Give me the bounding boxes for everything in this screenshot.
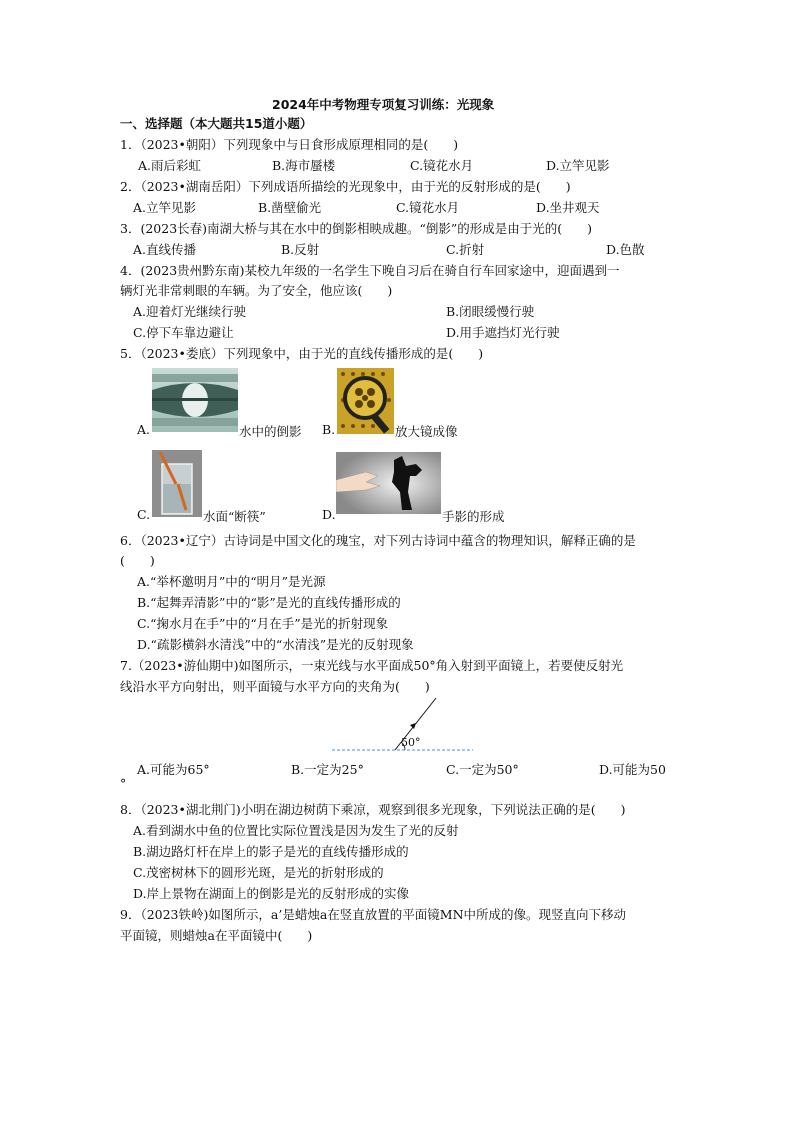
question-4-stem-line-1: 4．(2023贵州黔东南)某校九年级的一名学生下晚自习后在骑自行车回家途中，迎面遇到一 — [120, 263, 620, 278]
q1-option-a: A.雨后彩虹 — [138, 158, 202, 173]
question-9-stem-line-1: 9．（2023铁岭)如图所示，a’是蜡烛a在竖直放置的平面镜MN中所成的像。现竖直向下移动 — [120, 907, 627, 922]
q1-option-d: D.立竿见影 — [546, 158, 610, 173]
q7-option-a: A.可能为65° — [137, 762, 210, 777]
q3-option-c: C.折射 — [446, 242, 485, 257]
q6-option-b: B.“起舞弄清影”中的“影”是光的直线传播形成的 — [137, 595, 401, 610]
question-5-stem: 5．（2023•娄底）下列现象中，由于光的直线传播形成的是( ) — [120, 346, 484, 361]
q2-option-d: D.坐井观天 — [536, 200, 600, 215]
q3-option-d: D.色散 — [606, 242, 645, 257]
page-title: 2024年中考物理专项复习训练：光现象 — [272, 97, 495, 112]
q7-option-c: C.一定为50° — [446, 762, 519, 777]
q4-option-b: B.闭眼缓慢行驶 — [446, 304, 535, 319]
q8-option-d: D.岸上景物在湖面上的倒影是光的反射形成的实像 — [133, 886, 410, 901]
q4-option-d: D.用手遮挡灯光行驶 — [446, 325, 560, 340]
q2-option-b: B.凿壁偷光 — [258, 200, 322, 215]
q4-option-a: A.迎着灯光继续行驶 — [133, 304, 247, 319]
question-2-stem: 2．（2023•湖南岳阳）下列成语所描绘的光现象中，由于光的反射形成的是( ) — [120, 179, 571, 194]
q6-option-c: C.“掬水月在手”中的“月在手”是光的折射现象 — [137, 616, 389, 631]
question-6-stem-line-2: ( ) — [120, 553, 155, 568]
magnifier-image — [337, 368, 394, 434]
question-6-stem-line-1: 6．（2023•辽宁）古诗词是中国文化的瑰宝，对下列古诗词中蕴含的物理知识，解释正确的是 — [120, 533, 636, 548]
q5-option-b: B. — [322, 422, 336, 437]
q3-option-a: A.直线传播 — [133, 242, 197, 257]
q5-option-d: D. — [322, 507, 336, 522]
question-7-stem-line-1: 7.（2023•游仙期中)如图所示，一束光线与水平面成50°角入射到平面镜上，若要使反射光 — [120, 658, 624, 673]
q5-option-a: A. — [137, 422, 151, 437]
bridge-reflection-image — [152, 368, 238, 432]
q7-option-b: B.一定为25° — [291, 762, 364, 777]
broken-chopstick-image — [152, 450, 202, 517]
q2-option-a: A.立竿见影 — [133, 200, 197, 215]
q5-option-c: C. — [137, 507, 151, 522]
q6-option-d: D.“疏影横斜水清浅”中的“水清浅”是光的反射现象 — [137, 637, 414, 652]
q8-option-c: C.茂密树林下的圆形光斑，是光的折射形成的 — [133, 865, 384, 880]
q5-caption-c: 水面“断筷” — [203, 509, 266, 524]
q5-caption-a: 水中的倒影 — [239, 424, 302, 439]
q1-option-c: C.镜花水月 — [410, 158, 474, 173]
q7-option-d: D.可能为50 — [599, 762, 666, 777]
q4-option-c: C.停下车靠边避让 — [133, 325, 234, 340]
section-heading: 一、选择题（本大题共15道小题） — [120, 116, 313, 131]
q5-caption-d: 手影的形成 — [442, 509, 505, 524]
q2-option-c: C.镜花水月 — [396, 200, 460, 215]
hand-shadow-image — [336, 452, 441, 514]
question-1-stem: 1．（2023•朝阳）下列现象中与日食形成原理相同的是( ) — [120, 137, 459, 152]
question-7-stem-line-2: 线沿水平方向射出，则平面镜与水平方向的夹角为( ) — [120, 679, 430, 694]
q7-option-d-tail: ° — [120, 776, 127, 791]
question-3-stem: 3．(2023长春)南湖大桥与其在水中的倒影相映成趣。“倒影”的形成是由于光的( ) — [120, 221, 593, 236]
q1-option-b: B.海市蜃楼 — [272, 158, 336, 173]
q8-option-b: B.湖边路灯杆在岸上的影子是光的直线传播形成的 — [133, 844, 409, 859]
q8-option-a: A.看到湖水中鱼的位置比实际位置浅是因为发生了光的反射 — [133, 823, 459, 838]
question-4-stem-line-2: 辆灯光非常刺眼的车辆。为了安全，他应该( ) — [120, 283, 393, 298]
q3-option-b: B.反射 — [281, 242, 320, 257]
q6-option-a: A.“举杯邀明月”中的“明月”是光源 — [137, 574, 326, 589]
question-8-stem: 8．（2023•湖北荆门)小明在湖边树荫下乘凉，观察到很多光现象，下列说法正确的是( ) — [120, 802, 626, 817]
q5-caption-b: 放大镜成像 — [395, 424, 458, 439]
question-9-stem-line-2: 平面镜，则蜡烛a在平面镜中( ) — [120, 928, 313, 943]
figure-angle-label: 50° — [401, 736, 421, 749]
